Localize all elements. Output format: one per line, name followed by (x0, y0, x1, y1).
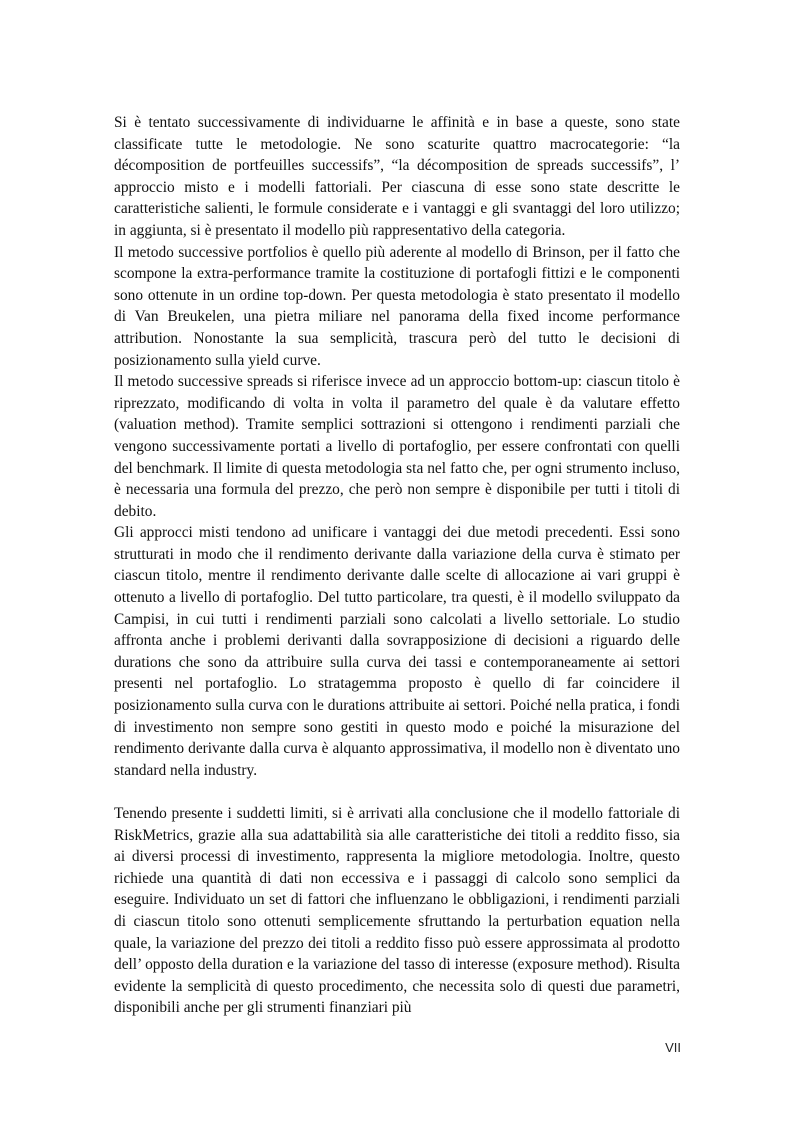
paragraph-riskmetrics-conclusion: Tenendo presente i suddetti limiti, si è arrivati alla conclusione che il modello fattoriale di RiskMetrics, grazie alla sua adattabilità sia alle caratteristiche dei titoli a reddito fisso, sia ai diversi processi di investimento, rappresenta la migliore metodologia. Inoltre, questo richiede una quantità di dati non eccessiva e i passaggi di calcolo sono semplici da eseguire. Individuato un set di fattori che influenzano le obbligazioni, i rendimenti parziali di ciascun titolo sono ottenuti semplicemente sfruttando la perturbation equation nella quale, la variazione del prezzo dei titoli a reddito fisso può essere approssimata al prodotto dell’ opposto della duration e la variazione del tasso di interesse (exposure method). Risulta evidente la semplicità di questo procedimento, che necessita solo di questi due parametri, disponibili anche per gli strumenti finanziari più (114, 805, 680, 1017)
paragraph-successive-portfolios: Il metodo successive portfolios è quello più aderente al modello di Brinson, per il fatto che scompone la extra-performance tramite la costituzione di portafogli fittizi e le componenti sono ottenute in un ordine top-down. Per questa metodologia è stato presentato il modello di Van Breukelen, una pietra miliare nel panorama della fixed income performance attribution. Nonostante la sua semplicità, trascura però del tutto le decisioni di posizionamento sulla yield curve. (114, 243, 680, 369)
paragraph-methodology-classification: Si è tentato successivamente di individuarne le affinità e in base a queste, sono state classificate tutte le metodologie. Ne sono scaturite quattro macrocategorie: “la décomposition de portfeuilles successifs”, “la décomposition de spreads successifs”, l’ approccio misto e i modelli fattoriali. Per ciascuna di esse sono state descritte le caratteristiche salienti, le formule considerate e i vantaggi e gli svantaggi del loro utilizzo; in aggiunta, si è presentato il modello più rappresentativo della categoria. (114, 114, 680, 239)
body-text (114, 112, 680, 1019)
paragraph-successive-spreads: Il metodo successive spreads si riferisce invece ad un approccio bottom-up: ciascun titolo è riprezzato, modificando di volta in volta il parametro del quale è da valutare effetto (valuation method). Tramite semplici sottrazioni si ottengono i rendimenti parziali che vengono successivamente portati a livello di portafoglio, per essere confrontati con quelli del benchmark. Il limite di questa metodologia sta nel fatto che, per ogni strumento incluso, è necessaria una formula del prezzo, che però non sempre è disponibile per tutti i titoli di debito. (114, 373, 680, 520)
paragraph-mixed-approaches: Gli approcci misti tendono ad unificare i vantaggi dei due metodi precedenti. Essi sono strutturati in modo che il rendimento derivante dalla variazione della curva è stimato per ciascun titolo, mentre il rendimento derivante dalle scelte di allocazione ai vari gruppi è ottenuto a livello di portafoglio. Del tutto particolare, tra questi, è il modello sviluppato da Campisi, in cui tutti i rendimenti parziali sono calcolati a livello settoriale. Lo studio affronta anche i problemi derivanti dalla sovrapposizione di decisioni a riguardo delle durations che sono da attribuire sulla curva dei tassi e contemporaneamente ai settori presenti nel portafoglio. Lo stratagemma proposto è quello di far coincidere il posizionamento sulla curva con le durations attribuite ai settori. Poiché nella pratica, i fondi di investimento non sempre sono gestiti in questo modo e poiché la misurazione del rendimento derivante dalla curva è alquanto approssimativa, il modello non è diventato uno standard nella industry. (114, 524, 680, 779)
page-number: VII (665, 1040, 681, 1055)
